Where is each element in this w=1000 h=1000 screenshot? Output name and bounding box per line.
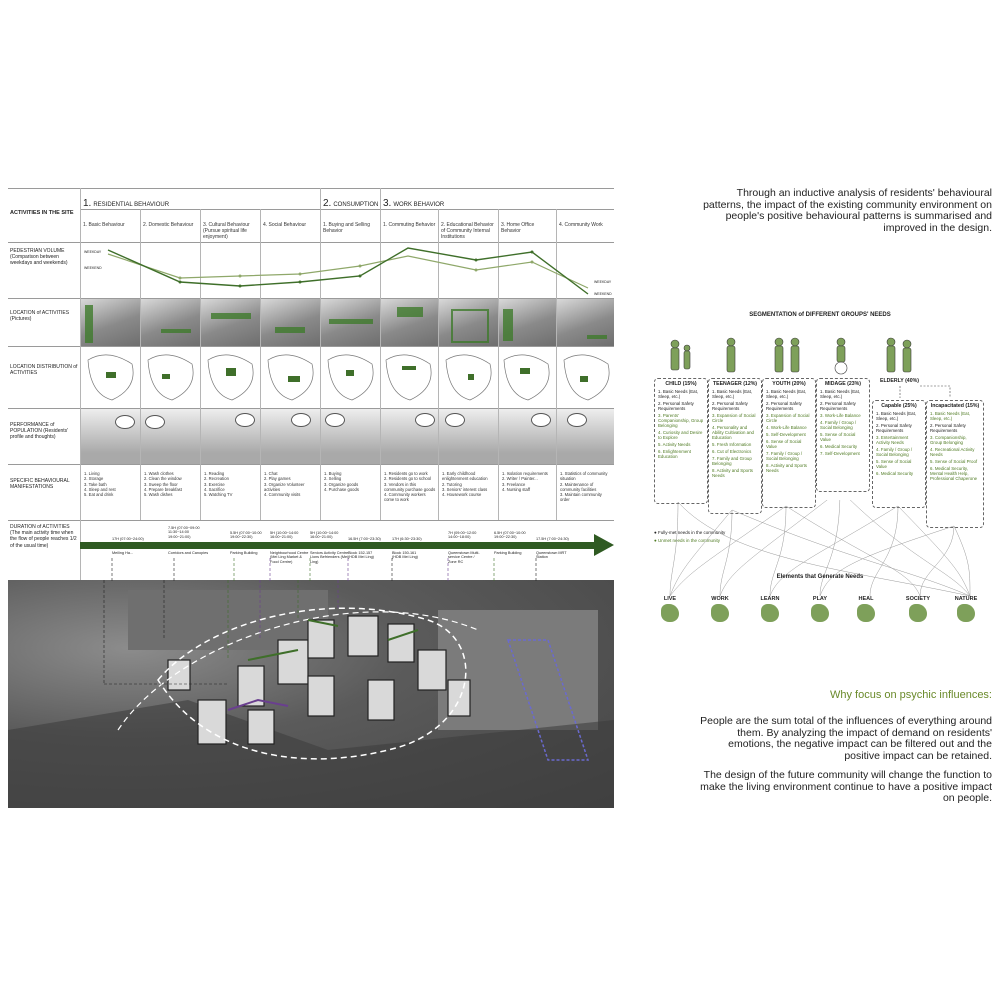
manifestation-social: 1. Chat 2. Play games 3. Organize Volunteer activities 4. Community visits [264,471,305,498]
duration-place: Block 150-161 (HDB Mei Ling) [392,551,418,560]
photo-commuting [381,299,438,346]
sub-home-office: 3. Home Office Behavior [501,222,535,234]
legend-weekend: WEEKEND [84,266,102,270]
performance-social [261,409,320,464]
performance-home-office [499,409,556,464]
manifestation-cultural: 1. Reading 2. Recreation 3. Exercise 4. Sacrifice 5. Watching TV [204,471,233,498]
photo-domestic [141,299,200,346]
weekend-point [531,251,534,254]
duration-place: Queenstown MRT Station [536,551,567,560]
sub-buying-selling: 1. Buying and Selling Behavior [323,222,370,234]
element-live: LIVE [650,596,690,622]
category-residential: 1. RESIDENTIAL BEHAVIOUR [83,198,170,209]
group-youth-title: YOUTH (20%) [772,381,806,387]
performance-basic [81,409,140,464]
photo-basic [81,299,140,346]
elements-title: Elements that Generate Needs [776,574,864,580]
photo-buying [321,299,380,346]
manifestation-domestic: 1. Wash clothes 2. Clean the window 3. Sweep the floor 4. Prepare breakfast 5. Wash dishes [144,471,182,498]
need-item: 6. Cut of Electronics [712,449,752,454]
category-consumption: 2. CONSUMPTION [323,198,379,209]
performance-commuting [381,409,438,464]
sub-basic-behaviour: 1. Basic Behaviour [83,222,125,228]
need-item: 5. Fresh Information [712,442,752,447]
performance-domestic [141,409,200,464]
performance-community-work [557,409,614,464]
intro-paragraph: Through an inductive analysis of residents' behavioural patterns, the impact of the existing community environment on people's positive behavioural patterns is summarised and improved in the design. [703,187,992,234]
activity-matrix [8,188,614,580]
segmentation-title: SEGMENTATION of DIFFERENT GROUPS' NEEDS [749,312,891,318]
need-item: 3. Work-Life Balance [820,413,861,418]
need-item: 4. Family / Group / Social Belonging [820,420,857,430]
need-item: 4. Family / Group / Social Belonging [876,447,913,457]
sub-educational: 2. Educational Behavior of Community Internal Institutions [441,222,494,240]
need-item: 1. Basic Needs (Eat, Sleep, etc.) [766,389,807,399]
duration-place: Meiling Ha... [112,551,134,555]
duration-place: Parking Building [230,551,258,555]
duration-time: 6.5H (07:00~10:00 19:00~22:30) [494,531,526,540]
weekday-point [359,265,362,268]
need-item: 3. Expansion of Social Circle [766,413,810,423]
category-work: 3. WORK BEHAVIOR [383,198,445,209]
duration-place: Corridors and Canopies [168,551,209,555]
need-item: 7. Self-Development [820,451,860,456]
duration-time: 17H (6:30~23:30) [392,537,422,541]
population-figures [655,336,985,376]
sub-commuting: 1. Commuting Behavior [383,222,436,228]
element-heal: HEAL [846,596,886,622]
group-midage-title: MIDAGE (23%) [824,381,862,387]
need-item: 1. Basic Needs (Eat, Sleep, etc.) [876,411,917,421]
duration-time: 16.5H (7:00~23:30) [348,537,381,541]
need-item: 6. Enlightenment Education [658,449,691,459]
nature-icon [957,604,975,622]
legend-weekday-end: WEEKDAY [594,280,612,284]
weekend-point [475,259,478,262]
group-midage [816,378,870,492]
need-item: 6. Medical Security, Mental Health Help, Professional Chaperone [930,466,978,481]
row-label-location-pictures: LOCATION of ACTIVITIES (Pictures) [10,310,70,323]
legend-weekday: WEEKDAY [84,250,102,254]
need-item: 6. Sense of Social Value [766,439,802,449]
legend-unmet: ● Unmet needs in the community [654,538,720,543]
photo-educational [439,299,498,346]
society-icon [909,604,927,622]
group-capable-title: Capable (25%) [881,403,917,409]
why-title: Why focus on psychic influences: [829,689,992,701]
row-label-performance: PERFORMANCE of POPULATION (Residents' profile and thoughts) [10,422,69,441]
sub-social-behaviour: 4. Social Behaviour [263,222,307,228]
heal-icon [857,604,875,622]
manifestation-home-office: 1. Isolation requirements 2. Writer / Painter... 3. Freelance 4. Nursing staff [502,471,548,492]
need-item: 4. Work-Life Balance [766,425,807,430]
manifestation-community-work: 1. Statistics of community situation 2. Maintenance of community facilities 3. Maintain community order [560,471,608,503]
duration-place: Neighbourhood Centre (Mei Ling Market & Food Centre) [270,551,309,564]
weekday-point [239,275,242,278]
need-item: 4. Personality and Ability Cultivation and Education [712,425,754,440]
group-incapacitated-title: Incapacitated (15%) [930,403,980,409]
duration-place: Parking Building [494,551,522,555]
manifestation-commuting: 1. Residents go to work 2. Residents go to school 3. Vendors in this community purchase goods 4. Community workers come to work [384,471,436,503]
why-paragraph-2: The design of the future community will change the function to make the living environment continue to have a positive impact on people. [700,769,992,804]
photo-cultural [201,299,260,346]
duration-arrow-head [594,534,614,556]
duration-time: 17H (07:00~24:00) [112,537,144,541]
need-item: 2. Personal Safety Requirements [820,401,856,411]
need-item: 1. Basic Needs (Eat, Sleep, etc.) [930,411,971,421]
duration-time: 7.5H (07:00~09:00 11:30~14:00 19:00~21:00) [168,526,200,539]
weekend-line [108,248,588,294]
need-item: 5. Sense of Social Value [876,459,912,469]
group-child [654,378,708,504]
need-item: 3. Entertainment Activity Needs [876,435,909,445]
learn-icon [761,604,779,622]
row-label-duration: DURATION of ACTIVITIES (The main activity time when the flow of people reaches 1/2 of the usual time) [10,524,77,549]
work-icon [711,604,729,622]
group-youth [762,378,816,508]
manifestation-buying: 1. Buying 2. Selling 3. Organize goods 4. Purchase goods [324,471,359,492]
need-item: 3. Expansion of Social Circle [712,413,756,423]
weekend-point [299,281,302,284]
row-label-location-distribution: LOCATION DISTRIBUTION of ACTIVITIES [10,364,78,377]
duration-arrow-bar [80,542,596,549]
need-item: 5. Sense of Social Proof [930,459,978,464]
pedestrian-volume-chart [80,242,614,298]
sub-community-work: 4. Community Work [559,222,603,228]
duration-time: 5H (10:00~14:00 16:00~21:00) [270,531,299,540]
group-teenager-title: TEENAGER (12%) [712,381,758,387]
element-nature: NATURE [946,596,986,622]
needs-connection-web [650,500,990,596]
group-child-title: CHILD (15%) [665,381,697,387]
row-label-specific: SPECIFIC BEHAVIOURAL MANIFESTATIONS [10,478,70,491]
aerial-overlay [8,580,614,808]
group-elderly-capable [872,400,926,508]
duration-time: 5.5H (07:00~10:00 19:00~22:30) [230,531,262,540]
legend-met: ● Fully-met needs in the community [654,530,726,535]
need-item: 2. Personal Safety Requirements [930,423,966,433]
need-item: 6. Medical Security [876,471,914,476]
photo-community-work [557,299,614,346]
need-item: 1. Basic Needs (Eat, Sleep, etc.) [658,389,699,399]
weekend-point [359,275,362,278]
duration-time: 5H (10:00~14:00 16:00~21:00) [310,531,339,540]
photo-social [261,299,320,346]
duration-time: 7H (09:00~12:00 14:00~18:00) [448,531,477,540]
weekend-point [239,285,242,288]
need-item: 5. Sense of Social Value [820,432,856,442]
legend-weekend-end: WEEKEND [594,292,612,296]
need-item: 7. Family / Group / Social Belonging [766,451,803,461]
aerial-site-photo [8,580,614,808]
element-society: SOCIETY [898,596,938,622]
element-learn: LEARN [750,596,790,622]
need-item: 2. Personal Safety Requirements [658,401,694,411]
group-teenager [708,378,762,514]
element-work: WORK [700,596,740,622]
need-item: 7. Family and Group Belonging [712,456,752,466]
why-paragraph-1: People are the sum total of the influences of everything around them. By analyzing the impact of demand on residents' emotions, the negative impact can be filtered out and the positive impact can be retained. [700,715,992,762]
location-distribution-maps [80,346,614,408]
weekday-point [179,277,182,280]
row-label-pedestrian: PEDESTRIAN VOLUME (Comparison between weekdays and weekends) [10,248,68,267]
need-item: 3. Companionship, Group Belonging [930,435,967,445]
need-item: 8. Activity and Sports Needs [766,463,807,473]
manifestation-educational: 1. Early childhood enlightenment education 2. Tutoring 3. Seniors' interest class 4. Housework course [442,471,488,498]
manifestation-basic: 1. Living 2. Storage 3. Take bath 4. Sleep and rest 5. Eat and drink [84,471,116,498]
need-item: 1. Basic Needs (Eat, Sleep, etc.) [712,389,753,399]
need-item: 8. Activity and Sports Needs [712,468,753,478]
sub-domestic-behaviour: 2. Domestic Behaviour [143,222,194,228]
need-item: 2. Personal Safety Requirements [766,401,802,411]
sub-cultural-behaviour: 3. Cultural Behaviour (Pursue spiritual life enjoyment) [203,222,250,240]
weekend-point [179,281,182,284]
need-item: 5. Activity Needs [658,442,691,447]
weekday-point [299,273,302,276]
weekday-point [475,269,478,272]
elderly-title: ELDERLY (40%) [880,378,919,384]
weekday-point [531,261,534,264]
photo-home-office [499,299,556,346]
need-item: 3. Parents' Companionship, Group Belonging [658,413,704,428]
need-item: 4. Curiosity and Desire to Explore [658,430,703,440]
duration-place: Seniors Activity Centre Lions Befrienders (Mei Ling) [310,551,349,564]
need-item: 4. Recreational Activity Needs [930,447,975,457]
live-icon [661,604,679,622]
performance-buying [321,409,380,464]
need-item: 5. Self-Development [766,432,806,437]
duration-place: Queenstown Multi-service Centre / Zone RC [448,551,480,564]
duration-projection-lines [8,558,614,582]
element-play: PLAY [800,596,840,622]
need-item: 6. Medical Security [820,444,858,449]
row-label-activities: ACTIVITIES IN THE SITE [10,210,74,216]
performance-educational [439,409,498,464]
need-item: 2. Personal Safety Requirements [712,401,748,411]
duration-time: 17.5H (7:00~24:30) [536,537,569,541]
need-item: 2. Personal Safety Requirements [876,423,912,433]
play-icon [811,604,829,622]
duration-place: Block 152-157 (HDB Mei Ling) [348,551,374,560]
need-item: 1. Basic Needs (Eat, Sleep, etc.) [820,389,861,399]
performance-cultural [201,409,260,464]
